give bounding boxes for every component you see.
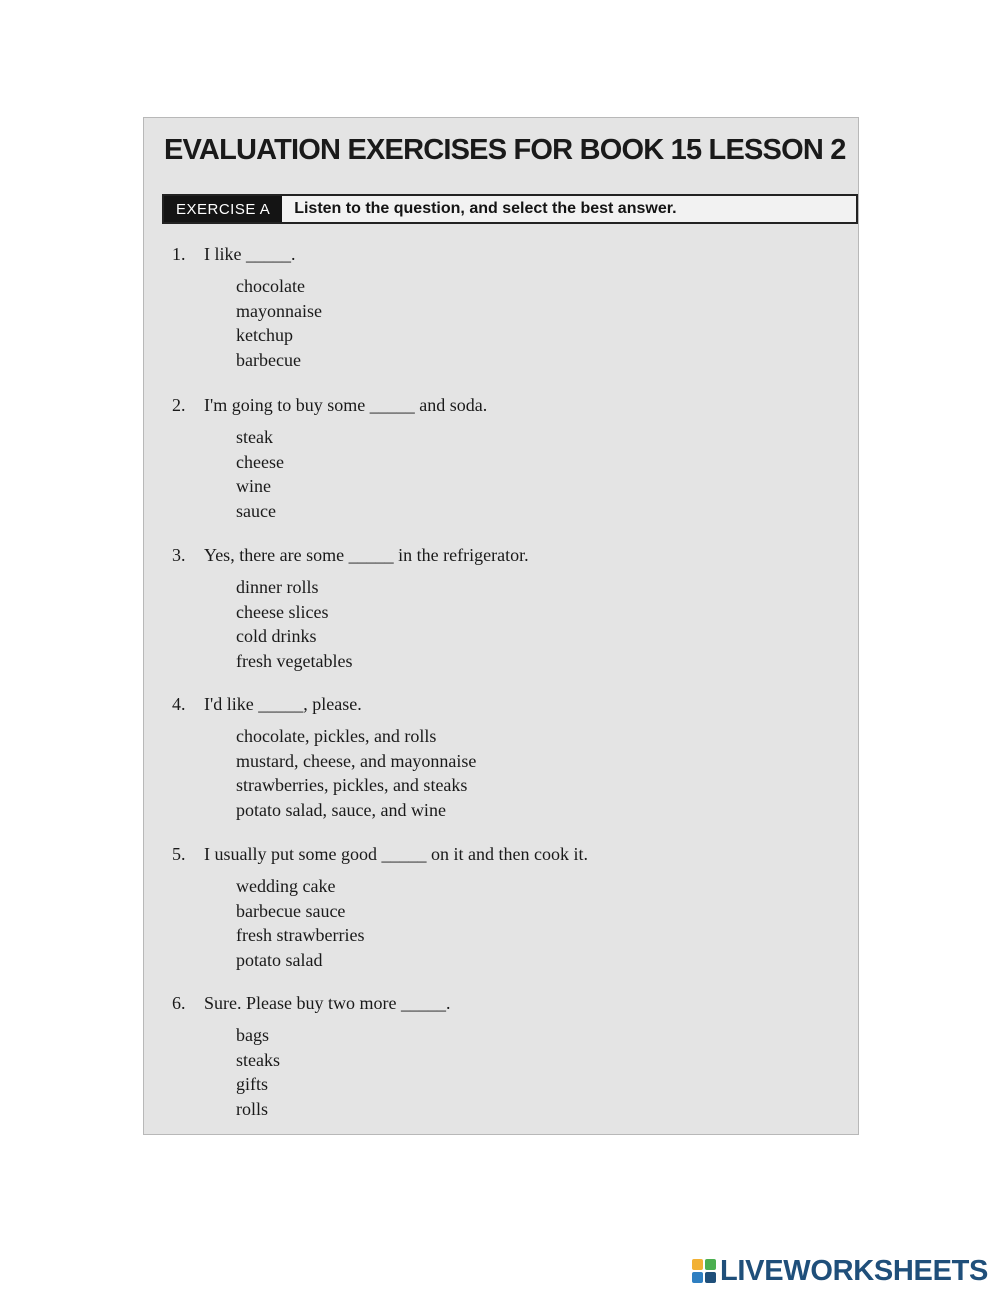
- answer-option[interactable]: barbecue sauce: [236, 900, 346, 921]
- logo-tile: [692, 1259, 703, 1270]
- question-number: 3.: [172, 545, 186, 565]
- question-text: I like _____.: [204, 244, 296, 264]
- question-text: I'd like _____, please.: [204, 694, 362, 714]
- question-text: I'm going to buy some _____ and soda.: [204, 395, 488, 415]
- question-text: Yes, there are some _____ in the refrigerator.: [204, 545, 529, 565]
- answer-option[interactable]: wine: [236, 476, 271, 497]
- answer-option[interactable]: mayonnaise: [236, 300, 322, 321]
- logo-tile: [705, 1272, 716, 1283]
- question-3: [172, 545, 529, 566]
- exercise-instruction: Listen to the question, and select the best answer.: [294, 200, 677, 217]
- question-6-options: [236, 1023, 280, 1121]
- question-text: Sure. Please buy two more _____.: [204, 993, 451, 1013]
- question-1-options: [236, 274, 322, 372]
- answer-option[interactable]: barbecue: [236, 349, 301, 370]
- question-1: [172, 244, 296, 265]
- question-4: [172, 694, 362, 715]
- question-5-options: [236, 874, 364, 972]
- answer-option[interactable]: potato salad, sauce, and wine: [236, 799, 446, 820]
- answer-option[interactable]: wedding cake: [236, 876, 336, 896]
- answer-option[interactable]: cheese: [236, 451, 284, 472]
- answer-option[interactable]: gifts: [236, 1074, 269, 1095]
- answer-option[interactable]: fresh vegetables: [236, 650, 353, 671]
- question-2: [172, 395, 487, 416]
- answer-option[interactable]: steak: [236, 427, 273, 447]
- answer-option[interactable]: chocolate, pickles, and rolls: [236, 726, 437, 746]
- answer-option[interactable]: cheese slices: [236, 601, 329, 622]
- answer-option[interactable]: fresh strawberries: [236, 925, 365, 946]
- logo-tile: [692, 1272, 703, 1283]
- question-4-options: [236, 724, 476, 822]
- worksheet-page: [143, 117, 859, 1135]
- question-5: [172, 844, 588, 865]
- question-number: 4.: [172, 694, 186, 714]
- answer-option[interactable]: chocolate: [236, 276, 305, 296]
- question-number: 1.: [172, 244, 186, 264]
- answer-option[interactable]: dinner rolls: [236, 577, 319, 597]
- logo-tile: [705, 1259, 716, 1270]
- question-6: [172, 993, 450, 1014]
- answer-option[interactable]: steaks: [236, 1049, 280, 1070]
- liveworksheets-logo-icon: [692, 1259, 716, 1283]
- question-number: 2.: [172, 395, 186, 415]
- answer-option[interactable]: mustard, cheese, and mayonnaise: [236, 750, 477, 771]
- exercise-banner: [162, 194, 858, 224]
- answer-option[interactable]: rolls: [236, 1098, 269, 1119]
- question-text: I usually put some good _____ on it and then cook it.: [204, 844, 588, 864]
- question-number: 5.: [172, 844, 186, 864]
- worksheet-title: EVALUATION EXERCISES FOR BOOK 15 LESSON 2: [164, 134, 846, 166]
- question-number: 6.: [172, 993, 186, 1013]
- liveworksheets-logo[interactable]: [692, 1255, 988, 1287]
- answer-option[interactable]: cold drinks: [236, 626, 317, 647]
- answer-option[interactable]: strawberries, pickles, and steaks: [236, 775, 468, 796]
- answer-option[interactable]: potato salad: [236, 949, 323, 970]
- answer-option[interactable]: bags: [236, 1025, 269, 1045]
- logo-text: LIVEWORKSHEETS: [720, 1254, 989, 1287]
- answer-option[interactable]: ketchup: [236, 325, 293, 346]
- question-2-options: [236, 425, 284, 523]
- exercise-label: EXERCISE A: [164, 196, 282, 222]
- answer-option[interactable]: sauce: [236, 500, 276, 521]
- question-3-options: [236, 575, 352, 673]
